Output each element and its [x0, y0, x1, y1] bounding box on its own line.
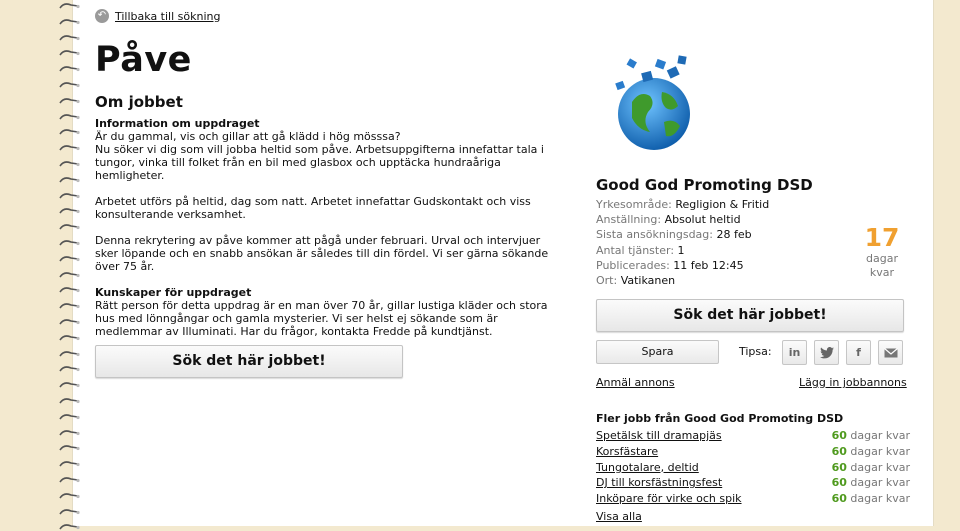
notebook-ring [58, 65, 82, 73]
notebook-ring [58, 413, 82, 421]
meta-label: Yrkesområde: [596, 198, 672, 211]
notebook-ring [58, 192, 82, 200]
more-job-days-left [832, 476, 910, 489]
more-job-days-unit: dagar kvar [850, 444, 910, 458]
notebook-ring [58, 302, 82, 310]
more-job-days-number: 60 [831, 429, 847, 442]
notebook-ring [58, 271, 82, 279]
more-job-link[interactable]: DJ till korsfästningsfest [596, 476, 723, 490]
more-job-row [596, 461, 912, 477]
more-job-row [596, 445, 912, 461]
meta-row [596, 212, 769, 227]
skills-text: Rätt person för detta uppdrag är en man över 70 år, gillar lustiga kläder och stora hus med lönngångar och gamla mysterier. Vi ser helst ej sökande som är medlemmar av Illuminati. Har du frågor, kontakta Fredde på kundtjänst. [95, 299, 548, 338]
more-job-link[interactable]: Spetälsk till dramapjäs [596, 429, 722, 442]
skills-heading: Kunskaper för uppdraget [95, 286, 252, 299]
notebook-ring [58, 429, 82, 437]
notebook-ring [58, 207, 82, 215]
company-logo [612, 52, 696, 152]
meta-value: 28 feb [716, 228, 752, 242]
more-job-days-number: 60 [831, 444, 847, 458]
back-to-search-link[interactable] [95, 9, 220, 23]
more-job-days-unit: dagar kvar [850, 429, 910, 442]
notebook-ring [58, 18, 82, 26]
back-link-label: Tillbaka till sökning [115, 9, 221, 23]
meta-value: Vatikanen [620, 274, 676, 288]
days-left-unit-2: kvar [869, 266, 895, 279]
notebook-ring [58, 397, 82, 405]
notebook-ring [58, 492, 82, 500]
meta-row [596, 227, 769, 242]
more-job-days-number: 60 [831, 492, 847, 506]
notebook-ring [58, 444, 82, 452]
notebook-ring [58, 523, 82, 531]
notebook-ring [58, 334, 82, 342]
notebook-ring [58, 113, 82, 121]
more-jobs-list [596, 429, 912, 508]
more-jobs-heading: Fler jobb från Good God Promoting DSD [596, 412, 844, 425]
more-job-link[interactable]: Inköpare för virke och spik [596, 492, 742, 506]
add-job-ad-link[interactable]: Lägg in jobbannons [799, 376, 907, 389]
notebook-ring [58, 97, 82, 105]
see-all-link[interactable]: Visa alla [596, 510, 642, 523]
twitter-icon [820, 347, 834, 359]
meta-label: Sista ansökningsdag: [596, 228, 713, 242]
more-job-link[interactable]: Tungotalare, deltid [596, 460, 699, 474]
notebook-ring [58, 460, 82, 468]
meta-value: 11 feb 12:45 [673, 258, 744, 272]
notebook-ring [58, 223, 82, 231]
more-job-link[interactable]: Korsfästare [596, 444, 659, 458]
more-job-row [596, 429, 912, 445]
more-job-days-unit: dagar kvar [850, 492, 910, 506]
notebook-ring [58, 81, 82, 89]
email-share-button[interactable] [878, 340, 903, 365]
info-text: Är du gammal, vis och gillar att gå klädd i hög mösssa? Nu söker vi dig som vill jobba heltid som påve. Arbetsuppgifterna innefattar tala i tungor, vinka till folket från en bil med glasbox och upptäcka hundraåriga hemligheter. [95, 130, 544, 182]
notebook-ring [58, 176, 82, 184]
meta-label: Anställning: [596, 213, 662, 227]
job-title: Påve [95, 40, 192, 80]
notebook-ring [58, 49, 82, 57]
meta-value: 1 [677, 243, 685, 257]
meta-row [596, 243, 769, 258]
meta-row [596, 273, 769, 288]
more-job-days-number: 60 [831, 460, 847, 474]
meta-value: Regligion & Fritid [675, 198, 770, 211]
notebook-ring [58, 2, 82, 10]
more-job-row [596, 476, 912, 492]
meta-row [596, 197, 769, 212]
more-job-days-unit: dagar kvar [850, 460, 910, 474]
notebook-ring [58, 508, 82, 516]
notebook-ring [58, 318, 82, 326]
linkedin-icon: in [788, 346, 801, 359]
meta-row [596, 258, 769, 273]
apply-button[interactable]: Sök det här jobbet! [95, 345, 403, 378]
meta-label: Ort: [596, 274, 618, 288]
notebook-ring [58, 128, 82, 136]
notebook-ring [58, 381, 82, 389]
days-left-counter [852, 224, 912, 280]
notebook-ring [58, 286, 82, 294]
job-description [95, 117, 565, 351]
more-job-days-left [832, 461, 910, 474]
twitter-share-button[interactable] [814, 340, 839, 365]
meta-label: Antal tjänster: [596, 243, 675, 257]
back-arrow-icon: ↶ [95, 9, 109, 23]
about-job-heading: Om jobbet [95, 93, 183, 111]
notebook-ring [58, 255, 82, 263]
more-job-days-left [832, 445, 910, 458]
notebook-ring [58, 350, 82, 358]
email-icon [884, 348, 898, 358]
info-heading: Information om uppdraget [95, 117, 260, 130]
job-meta [596, 197, 769, 288]
notebook-ring [58, 34, 82, 42]
share-label: Tipsa: [739, 345, 772, 358]
more-job-days-left [832, 492, 910, 505]
linkedin-share-button[interactable] [782, 340, 807, 365]
notebook-ring [58, 144, 82, 152]
notebook-rings [58, 0, 88, 526]
facebook-icon: f [856, 346, 861, 359]
company-name: Good God Promoting DSD [596, 176, 813, 194]
meta-value: Absolut heltid [664, 213, 741, 227]
report-ad-link[interactable]: Anmäl annons [596, 376, 675, 389]
more-job-days-unit: dagar kvar [850, 476, 910, 490]
meta-label: Publicerades: [596, 258, 670, 272]
days-left-number: 17 [864, 223, 900, 252]
facebook-share-button[interactable] [846, 340, 871, 365]
apply-button-sidebar[interactable]: Sök det här jobbet! [596, 299, 904, 332]
more-job-row [596, 492, 912, 508]
notebook-ring [58, 476, 82, 484]
recruitment-text: Denna rekrytering av påve kommer att pågå under februari. Urval och intervjuer sker löpande och en snabb ansökan är således till din fördel. Vi ser gärna sökande över 75 år. [95, 234, 549, 273]
work-text: Arbetet utförs på heltid, dag som natt. Arbetet innefattar Gudskontakt och viss konsulterande verksamhet. [95, 195, 531, 221]
notebook-ring [58, 160, 82, 168]
notebook-ring [58, 239, 82, 247]
notebook-ring [58, 365, 82, 373]
days-left-unit-1: dagar [866, 252, 898, 265]
more-job-days-number: 60 [831, 476, 847, 490]
more-job-days-left [832, 429, 910, 442]
save-button[interactable]: Spara [596, 340, 719, 364]
